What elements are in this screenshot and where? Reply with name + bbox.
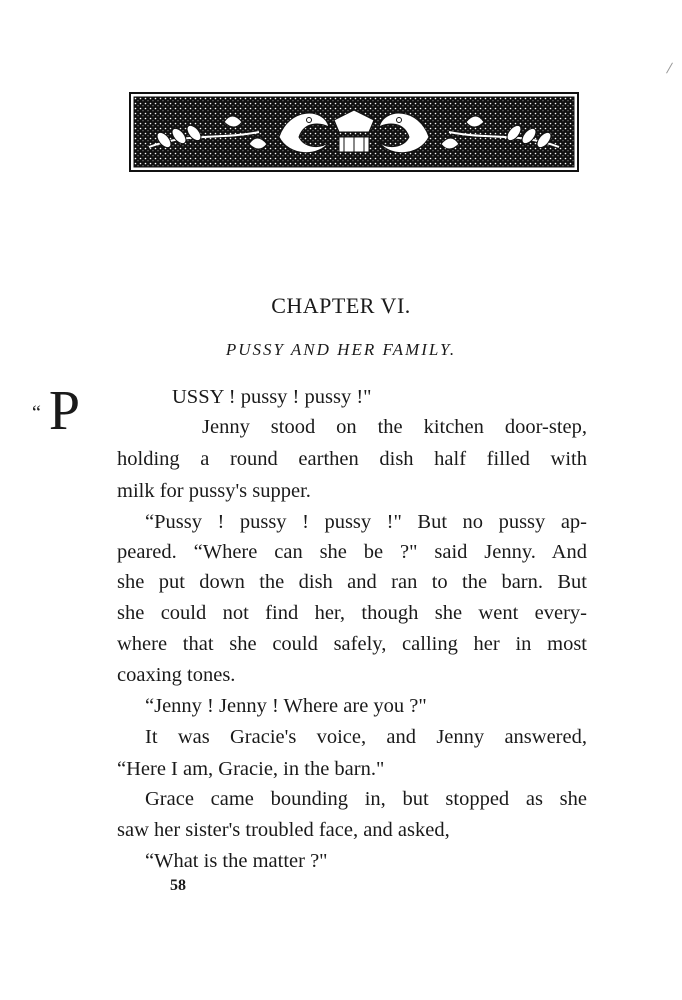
drop-cap bbox=[32, 380, 81, 442]
text-line: she could not find her, though she went every- bbox=[117, 602, 587, 624]
opening-quote: “ bbox=[32, 402, 41, 424]
text-line: holding a round earthen dish half filled with bbox=[117, 448, 587, 470]
text-line: It was Gracie's voice, and Jenny answered, bbox=[145, 726, 587, 748]
text-line: saw her sister's troubled face, and asked, bbox=[117, 819, 450, 841]
chapter-subtitle: PUSSY AND HER FAMILY. bbox=[225, 340, 457, 359]
text-line: Jenny stood on the kitchen door-step, bbox=[202, 416, 587, 438]
chapter-ornament-banner bbox=[129, 92, 579, 172]
text-line: Grace came bounding in, but stopped as she bbox=[145, 788, 587, 810]
text-line: “What is the matter ?" bbox=[145, 850, 328, 872]
margin-mark bbox=[666, 63, 673, 74]
text-line: peared. “Where can she be ?" said Jenny. And bbox=[117, 541, 587, 563]
text-line: coaxing tones. bbox=[117, 664, 236, 686]
text-line: where that she could safely, calling her in most bbox=[117, 633, 587, 655]
page-number: 58 bbox=[170, 877, 186, 894]
text-line: USSY ! pussy ! pussy !" bbox=[172, 386, 372, 408]
text-line: she put down the dish and ran to the barn. But bbox=[117, 571, 587, 593]
drop-cap-letter: P bbox=[48, 380, 81, 442]
chapter-title: CHAPTER VI. bbox=[271, 293, 411, 318]
text-line: “Pussy ! pussy ! pussy !" But no pussy ap- bbox=[145, 511, 587, 533]
text-line: “Jenny ! Jenny ! Where are you ?" bbox=[145, 695, 427, 717]
text-line: “Here I am, Gracie, in the barn." bbox=[117, 758, 385, 780]
text-line: milk for pussy's supper. bbox=[117, 480, 311, 502]
